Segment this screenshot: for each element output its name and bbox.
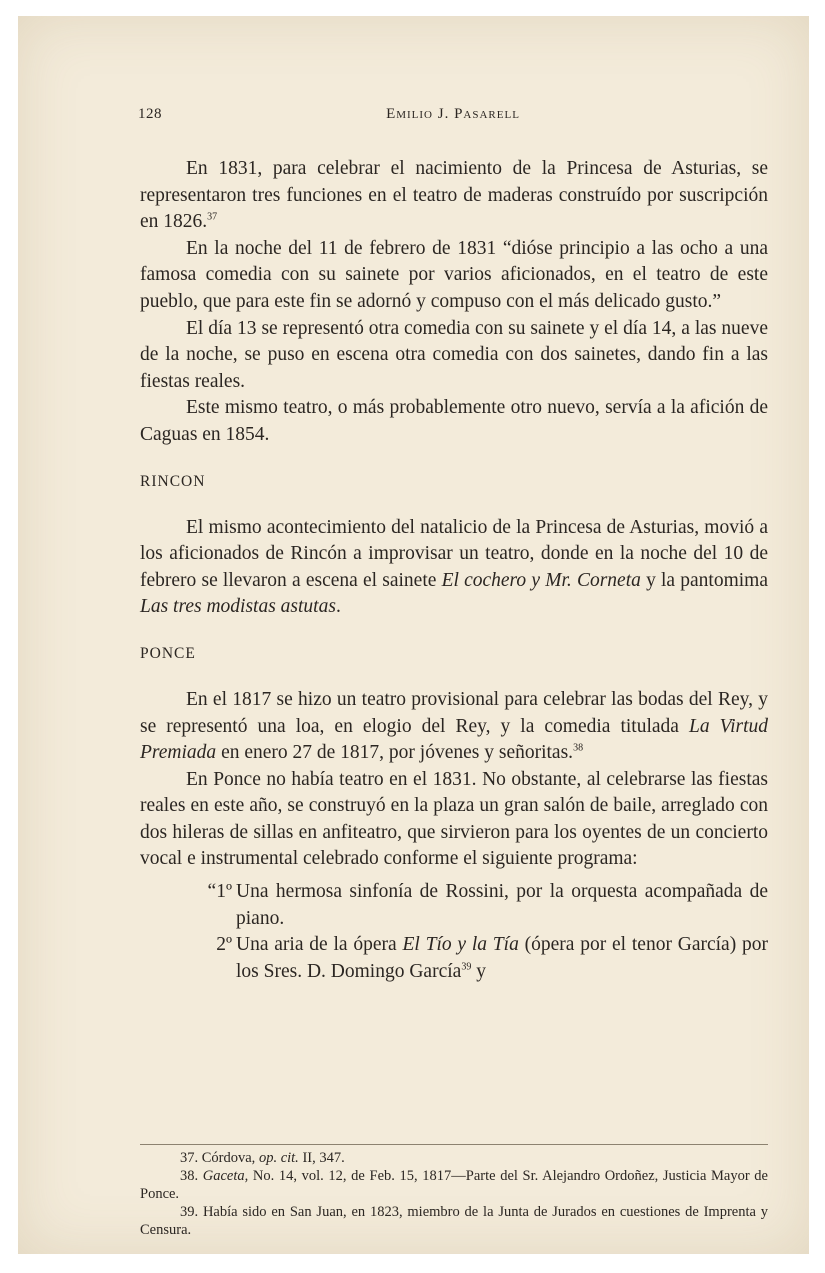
book-page — [18, 16, 809, 1254]
list-item: “1º Una hermosa sinfonía de Rossini, por la orquesta acompañada de piano. — [207, 881, 768, 929]
footnote-37: 37. Córdova, op. cit. II, 347. — [180, 1150, 345, 1166]
paragraph: En Ponce no había teatro en el 1831. No obstante, al celebrarse las fiestas reales en este año, se construyó en la plaza un gran salón de baile, arreglado con dos hileras de sillas en anfiteatro, que sirvieron para los oyentes de un concierto vocal e instrumental celebrado conforme el siguiente programa: — [140, 768, 768, 870]
list-item: 2º Una aria de la ópera El Tío y la Tía (ópera por el tenor García) por los Sres. D. Domingo García$^{39}$ y — [216, 934, 768, 982]
section-heading-ponce: PONCE — [140, 644, 196, 662]
page-number: 128 — [138, 106, 162, 122]
paragraph: En el 1817 se hizo un teatro provisional para celebrar las bodas del Rey, y se representó una loa, en elogio del Rey, y la comedia titulada La Virtud Premiada en enero 27 de 1817, por jóvenes y señoritas.$^{38}$ — [140, 688, 768, 764]
paragraph: El día 13 se representó otra comedia con su sainete y el día 14, a las nueve de la noche, se puso en escena otra comedia con dos sainetes, dando fin a las fiestas reales. — [140, 317, 768, 392]
paragraph: El mismo acontecimiento del natalicio de la Princesa de Asturias, movió a los aficionados de Rincón a improvisar un teatro, donde en la noche del 10 de febrero se llevaron a escena el sainete El cochero y Mr. Corneta y la pantomima Las tres modistas astutas. — [140, 516, 768, 618]
footnote-ref[interactable]: 38 — [573, 742, 584, 754]
footnote-39: 39. Había sido en San Juan, en 1823, miembro de la Junta de Jurados en cuestiones de Imprenta y Censura. — [140, 1204, 768, 1238]
program-list — [140, 879, 768, 985]
footnote-ref[interactable]: 39 — [461, 961, 472, 973]
body-text — [140, 156, 768, 985]
footnote-38: 38. Gaceta, No. 14, vol. 12, de Feb. 15, 1817—Parte del Sr. Alejandro Ordoñez, Justicia Mayor de Ponce. — [140, 1168, 768, 1202]
footnote-ref[interactable]: 37 — [207, 211, 218, 223]
running-head — [138, 106, 768, 128]
paragraph: En 1831, para celebrar el nacimiento de la Princesa de Asturias, se representaron tres funciones en el teatro de maderas construído por suscripción en 1826.37 — [140, 158, 768, 233]
footnotes — [140, 1144, 768, 1239]
paragraph: En la noche del 11 de febrero de 1831 “dióse principio a las ocho a una famosa comedia con su sainete por varios aficionados, en el teatro de este pueblo, que para este fin se adornó y compuso con el más delicado gusto.” — [140, 237, 768, 312]
paragraph: Este mismo teatro, o más probablemente otro nuevo, servía a la afición de Caguas en 1854. — [140, 397, 768, 445]
section-heading-rincon: RINCON — [140, 472, 206, 490]
running-head-author: Emilio J. Pasarell — [386, 106, 520, 122]
